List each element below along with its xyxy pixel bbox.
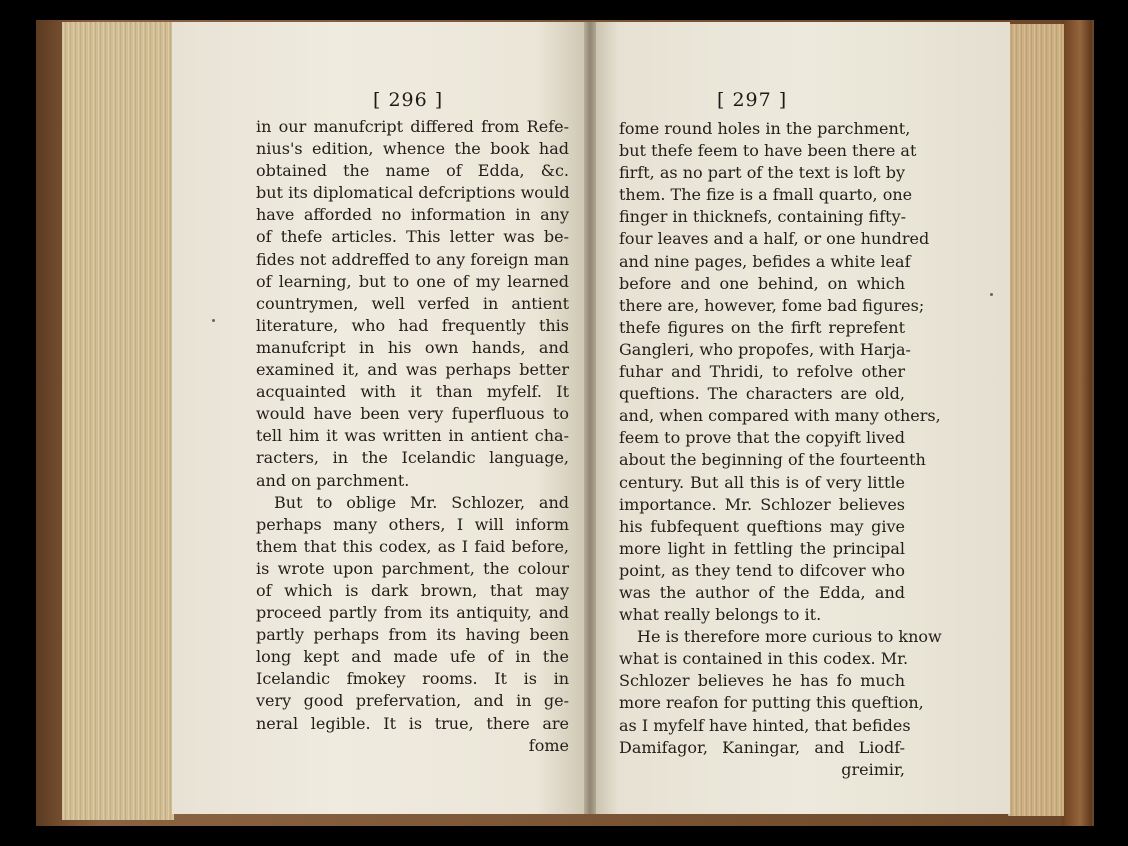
text-line: what is contained in this codex. Mr. [619,649,909,669]
left-page-text [256,116,569,757]
text-line: finger in thicknefs, containing fifty- [619,207,907,227]
left-page-number: [ 296 ] [373,89,444,111]
text-line: more light in fettling the principal [619,538,905,558]
text-line: very good prefervation, and in ge- [256,691,569,711]
text-line: importance. Mr. Schlozer believes [619,494,905,514]
text-line: them. The fize is a fmall quarto, one [619,185,913,205]
text-line: have afforded no information in any [256,205,569,225]
text-line: But to oblige Mr. Schlozer, and [274,492,569,512]
book-cover-right [1062,20,1092,826]
text-line: He is therefore more curious to know [637,627,942,647]
text-line: examined it, and was perhaps better [256,360,569,380]
text-line: feem to prove that the copyift lived [619,428,905,448]
book-gutter [584,22,596,814]
text-line: tell him it was written in antient cha- [256,426,569,446]
text-line: queftions. The characters are old, [619,384,905,404]
text-line: of which is dark brown, that may [256,580,569,600]
text-line: his fubfequent queftions may give [619,516,905,536]
text-line: nius's edition, whence the book had [256,139,569,159]
text-line: firft, as no part of the text is loft by [619,163,905,183]
text-line: obtained the name of Edda, &c. [256,161,569,181]
paper-speck [212,319,215,322]
text-line: Icelandic fmokey rooms. It is in [256,669,569,689]
text-line: what really belongs to it. [619,605,822,625]
text-line: long kept and made ufe of in the [256,647,569,667]
text-line: before and one behind, on which [619,273,905,293]
text-line: about the beginning of the fourteenth [619,450,926,470]
text-line: racters, in the Icelandic language, [256,448,569,468]
text-line: in our manufcript differed from Refe- [256,117,569,136]
text-line: of thefe articles. This letter was be- [256,227,569,247]
paper-speck [990,293,993,296]
catchword: greimir, [841,759,905,779]
text-line: point, as they tend to difcover who [619,560,905,580]
text-line: of learning, but to one of my learned [256,271,569,291]
text-line: perhaps many others, I will inform [256,514,569,534]
text-line: fuhar and Thridi, to refolve other [619,362,905,382]
text-line: but thefe feem to have been there at [619,141,917,161]
text-line: and, when compared with many others, [619,406,941,426]
text-line: and on parchment. [256,470,410,490]
text-line: as I myfelf have hinted, that befides [619,715,911,735]
text-line: was the author of the Edda, and [619,582,905,602]
text-line: thefe figures on the firft reprefent [619,317,905,337]
text-line: century. But all this is of very little [619,472,905,492]
text-line: but its diplomatical defcriptions would [256,183,570,203]
page-edges-right [1008,24,1064,816]
text-line: is wrote upon parchment, the colour [256,558,569,578]
text-line: more reafon for putting this queftion, [619,693,924,713]
text-line: neral legible. It is true, there are [256,713,569,733]
text-line: Damifagor, Kaningar, and Liodf- [619,737,905,757]
right-page-number: [ 297 ] [717,89,788,111]
text-line: would have been very fuperfluous to [256,404,569,424]
text-line: fome round holes in the parchment, [619,119,911,138]
text-line: manufcript in his own hands, and [256,337,569,357]
text-line: Gangleri, who propofes, with Harja- [619,339,911,359]
right-page-text [619,118,942,781]
catchword: fome [528,735,569,755]
text-line: proceed partly from its antiquity, and [256,603,569,623]
text-line: fides not addreffed to any foreign man [256,249,569,269]
text-line: countrymen, well verfed in antient [256,293,569,313]
text-line: acquainted with it than myfelf. It [256,382,569,402]
text-line: and nine pages, befides a white leaf [619,251,911,271]
text-line: literature, who had frequently this [256,315,569,335]
text-line: four leaves and a half, or one hundred [619,229,930,249]
text-line: Schlozer believes he has fo much [619,671,905,691]
text-line: there are, however, fome bad figures; [619,295,925,315]
text-line: them that this codex, as I faid before, [256,536,569,556]
page-edges-left [62,22,174,820]
text-line: partly perhaps from its having been [256,625,569,645]
